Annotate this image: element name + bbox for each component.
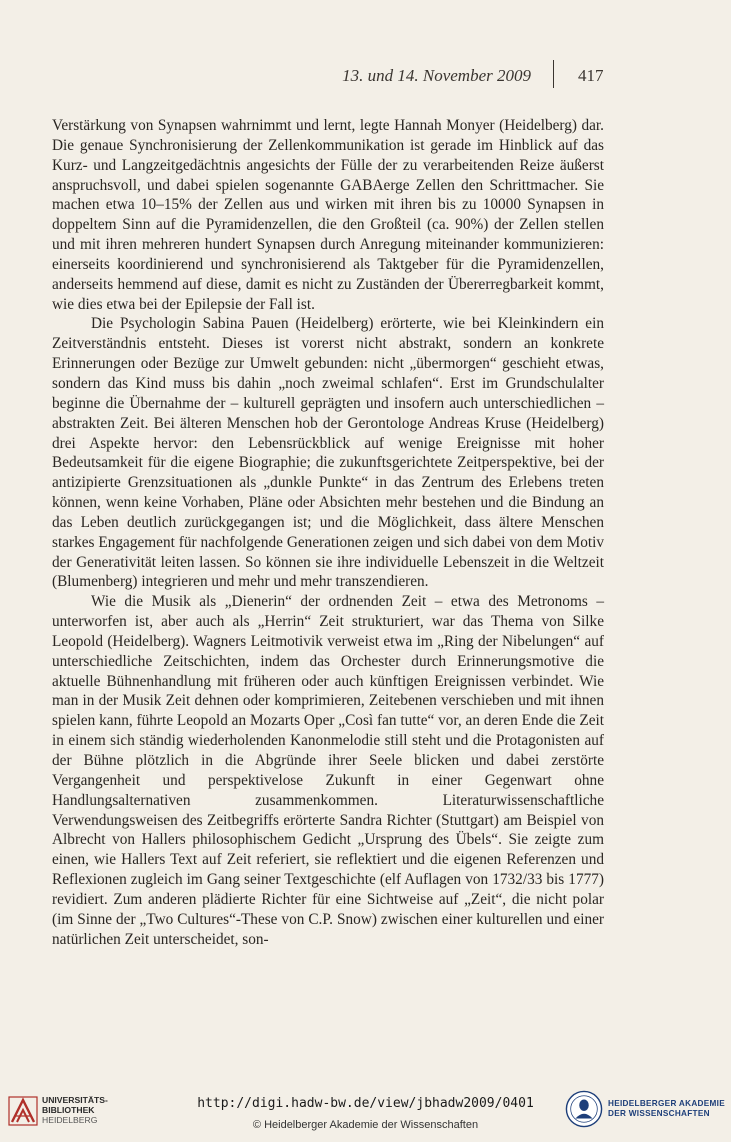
academy-name: HEIDELBERGER AKADEMIE DER WISSENSCHAFTEN <box>608 1099 725 1118</box>
library-name: UNIVERSITÄTS- BIBLIOTHEK HEIDELBERG <box>42 1095 108 1125</box>
permalink-url[interactable]: http://digi.hadw-bw.de/view/jbhadw2009/0401 <box>197 1096 534 1111</box>
running-head-rule <box>553 60 554 88</box>
body-text <box>52 116 604 949</box>
academy-seal-icon <box>565 1090 603 1128</box>
digitization-footer <box>0 1086 731 1142</box>
running-title: 13. und 14. November 2009 <box>342 66 531 85</box>
copyright-notice: © Heidelberger Akademie der Wissenschaften <box>252 1119 479 1131</box>
paragraph-1: Verstärkung von Synapsen wahrnimmt und lernt, legte Hannah Monyer (Heidelberg) dar. Die genaue Synchronisierung der Zellenkommunikation ist gerade im Hinblick auf das Kurz- und Langzeitgedächtnis angesichts der Fülle der zu verarbeitenden Reize äußerst anspruchsvoll, und dabei spielen sogenannte GABAerge Zellen den Schrittmacher. Sie machen etwa 10–15% der Zellen aus und wirken mit ihren bis zu 10000 Synapsen in doppeltem Sinn auf die Pyramidenzellen, die den Großteil (ca. 90%) der Zellen stellen und mit ihren mehreren hundert Synapsen durch Anregung miteinander kommunizieren: einerseits koordinierend und synchronisierend als Taktgeber für die Pyramidenzellen, anderseits hemmend auf diese, damit es nicht zu Zuständen der Übererregbarkeit kommt, wie dies etwa bei der Epilepsie der Fall ist. <box>52 117 604 313</box>
paragraph-2: Die Psychologin Sabina Pauen (Heidelberg) erörterte, wie bei Kleinkindern ein Zeitverständnis entsteht. Dieses ist vorerst nicht abstrakt, sondern an konkrete Erinnerungen oder Bezüge zur Umwelt gebunden: nicht „übermorgen“ geschieht etwas, sondern das Kind muss bis dahin „noch zweimal schlafen“. Erst im Grundschulalter beginne die Übernahme der – kulturell geprägten und insofern auch unterschiedlichen – abstrakten Zeit. Bei älteren Menschen hob der Gerontologe Andreas Kruse (Heidelberg) drei Aspekte hervor: den Lebensrückblick auf wenige Ereignisse mit hoher Bedeutsamkeit für die eigene Biographie; die zukunftsgerichtete Zeitperspektive, bei der antizipierte Grenzsituationen als „dunkle Punkte“ in das Zentrum des Erlebens treten können, wenn keine Vorhaben, Pläne oder Absichten mehr bestehen und die Bindung an das Leben deutlich zurückgegangen ist; und die Möglichkeit, dass ältere Menschen starkes Engagement für nachfolgende Generationen zeigen und sich dabei von dem Motiv der Generativität leiten lassen. So können sie ihre individuelle Lebenszeit in die Weltzeit (Blumenberg) integrieren und mehr und mehr transzendieren. <box>52 315 604 591</box>
paragraph-3: Wie die Musik als „Dienerin“ der ordnenden Zeit – etwa des Metronoms – unterworfen ist, aber auch als „Herrin“ Zeit strukturiert, war das Thema von Silke Leopold (Heidelberg). Wagners Leitmotivik verweist etwa im „Ring der Nibelungen“ auf unterschiedliche Zeitschichten, indem das Orchester durch Erinnerungsmotive die aktuelle Bühnenhandlung mit früheren oder auch künftigen Ereignissen verbindet. Wie man in der Musik Zeit dehnen oder komprimieren, Zeitebenen verschieben und mit ihnen spielen kann, führte Leopold an Mozarts Oper „Così fan tutte“ vor, an deren Ende die Zeit in einem sich ständig wiederholenden Kanonmelodie still steht und die Protagonisten auf der Bühne plötzlich in die Abgründe ihrer Seele blicken und dabei zerstörte Vergangenheit und perspektivelose Zukunft in einer Gegenwart ohne Handlungsalternativen zusammenkommen. Literaturwissenschaftliche Verwendungsweisen des Zeitbegriffs erörterte Sandra Richter (Stuttgart) am Beispiel von Albrecht von Hallers philosophischem Gedicht „Ursprung des Übels“. Sie zeigte zum einen, wie Hallers Text auf Zeit referiert, sie reflektiert und die eigenen Referenzen und Reflexionen zugleich im Gang seiner Textgeschichte (elf Auflagen von 1732/33 bis 1777) revidiert. Zum anderen plädierte Richter für eine Sichtweise auf „Zeit“, die nicht polar (im Sinne der „Two Cultures“-These von C.P. Snow) zwischen einer kulturellen und einer natürlichen Zeit unterscheidet, son- <box>52 593 605 948</box>
page-number: 417 <box>578 66 604 85</box>
running-head <box>0 64 731 88</box>
